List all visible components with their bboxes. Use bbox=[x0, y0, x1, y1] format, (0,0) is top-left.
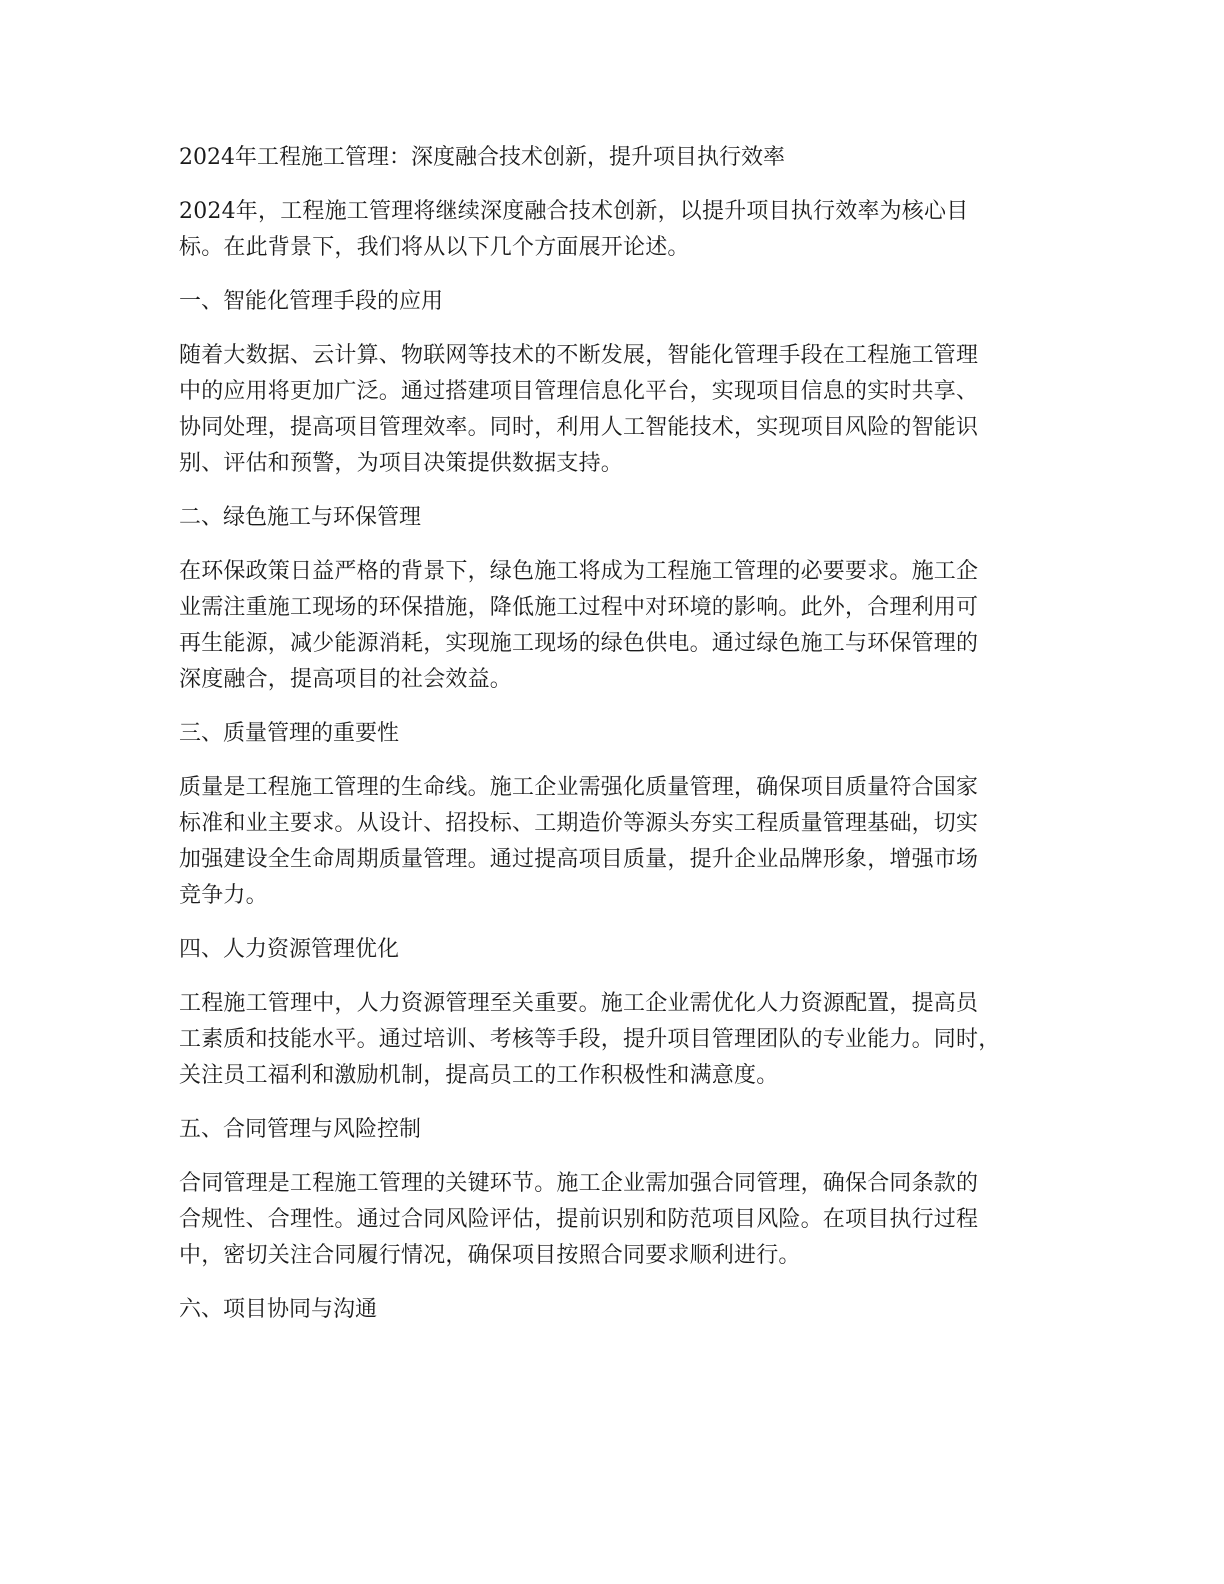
section-body-4: 工程施工管理中，人力资源管理至关重要。施工企业需优化人力资源配置，提高员 工素质和技能水平。通过培训、考核等手段，提升项目管理团队的专业能力。同时， 关注员工福利和激励机制，提高员工的工作积极性和满意度。 bbox=[179, 991, 1001, 1088]
document-page bbox=[179, 141, 1049, 1328]
section-heading-2: 二、绿色施工与环保管理 bbox=[179, 505, 422, 530]
section-heading-1: 一、智能化管理手段的应用 bbox=[179, 289, 444, 314]
section-heading-6: 六、项目协同与沟通 bbox=[179, 1297, 378, 1322]
document-title: 2024年工程施工管理：深度融合技术创新，提升项目执行效率 bbox=[179, 145, 785, 170]
section-body-2: 在环保政策日益严格的背景下，绿色施工将成为工程施工管理的必要要求。施工企 业需注重施工现场的环保措施，降低施工过程中对环境的影响。此外，合理利用可 再生能源，减少能源消耗，实现施工现场的绿色供电。通过绿色施工与环保管理的 深度融合，提高项目的社会效益。 bbox=[179, 559, 979, 692]
section-body-1: 随着大数据、云计算、物联网等技术的不断发展，智能化管理手段在工程施工管理 中的应用将更加广泛。通过搭建项目管理信息化平台，实现项目信息的实时共享、 协同处理，提高项目管理效率。同时，利用人工智能技术，实现项目风险的智能识 别、评估和预警，为项目决策提供数据支持。 bbox=[179, 343, 979, 476]
section-heading-5: 五、合同管理与风险控制 bbox=[179, 1117, 422, 1142]
section-body-3: 质量是工程施工管理的生命线。施工企业需强化质量管理，确保项目质量符合国家 标准和业主要求。从设计、招投标、工期造价等源头夯实工程质量管理基础，切实 加强建设全生命周期质量管理。通过提高项目质量，提升企业品牌形象，增强市场 竞争力。 bbox=[179, 775, 979, 908]
section-body-5: 合同管理是工程施工管理的关键环节。施工企业需加强合同管理，确保合同条款的 合规性、合理性。通过合同风险评估，提前识别和防范项目风险。在项目执行过程 中，密切关注合同履行情况，确保项目按照合同要求顺利进行。 bbox=[179, 1171, 979, 1268]
intro-paragraph: 2024年，工程施工管理将继续深度融合技术创新，以提升项目执行效率为核心目 标。在此背景下，我们将从以下几个方面展开论述。 bbox=[179, 199, 969, 260]
section-heading-4: 四、人力资源管理优化 bbox=[179, 937, 400, 962]
section-heading-3: 三、质量管理的重要性 bbox=[179, 721, 400, 746]
